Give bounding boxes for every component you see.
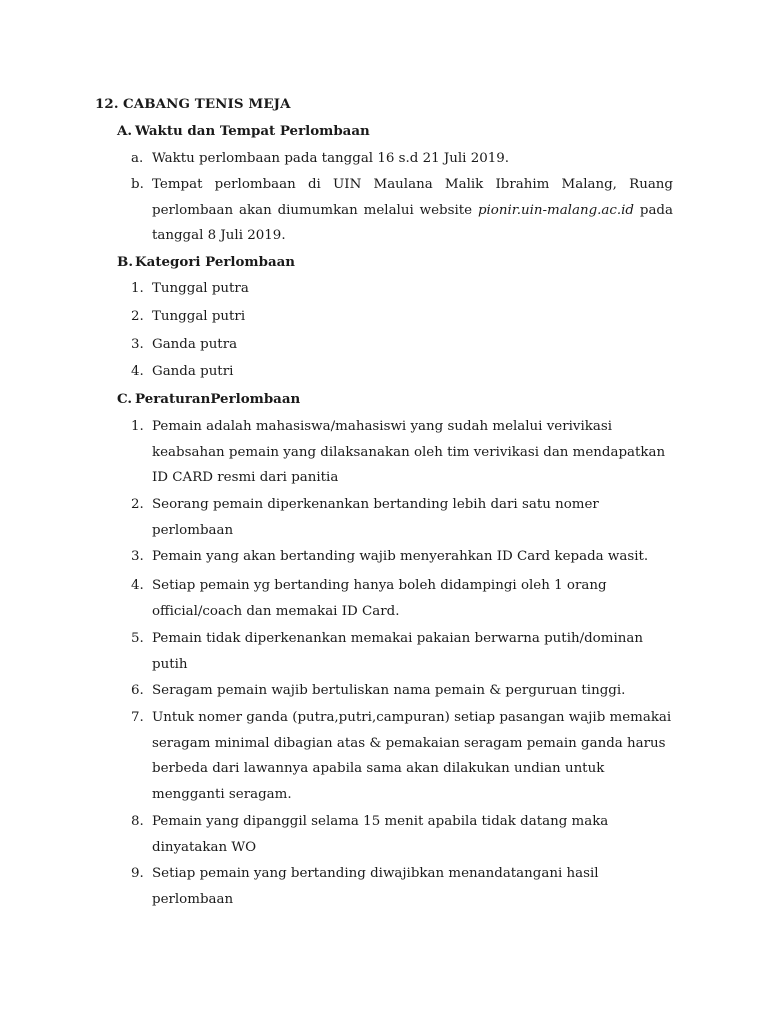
section-c-item-1 (131, 414, 673, 491)
text-line: Pemain adalah mahasiswa/mahasiswi yang sudah melalui verivikasi (152, 419, 612, 434)
text-line: berbeda dari lawannya apabila sama akan dilakukan undian untuk (152, 761, 605, 776)
list-marker: a. (131, 151, 144, 166)
list-marker: 7. (131, 710, 144, 725)
text-line: keabsahan pemain yang dilaksanakan oleh tim verivikasi dan mendapatkan (152, 444, 666, 460)
section-c-item-2 (131, 492, 673, 543)
section-a-letter: A. (117, 123, 133, 139)
list-item-text: Ganda putri (152, 364, 234, 379)
main-heading (95, 92, 291, 118)
section-b-heading (117, 250, 295, 276)
text-line: dinyatakan WO (152, 839, 257, 855)
list-item-text (152, 414, 673, 491)
heading-number: 12. (95, 96, 119, 112)
section-c-title: PeraturanPerlombaan (135, 391, 301, 407)
list-marker: 9. (131, 866, 144, 881)
section-c-item-8 (131, 809, 673, 860)
text-line: perlombaan (152, 522, 234, 538)
list-item-text (152, 678, 673, 704)
section-c-item-3 (131, 544, 673, 570)
section-b-item-1 (131, 276, 249, 302)
list-marker: 2. (131, 309, 144, 324)
website-link[interactable]: pionir.uin-malang.ac.id (477, 202, 634, 218)
list-marker: 2. (131, 497, 144, 512)
text-line: Pemain yang akan bertanding wajib menyerahkan ID Card kepada wasit. (152, 549, 649, 564)
text-line: Seragam pemain wajib bertuliskan nama pemain & perguruan tinggi. (152, 683, 626, 698)
section-a-item-a (131, 146, 673, 172)
list-item-text (152, 861, 673, 912)
list-marker: 3. (131, 549, 144, 564)
list-item-text: Tunggal putri (152, 309, 246, 324)
text-line: Setiap pemain yang bertanding diwajibkan menandatangani hasil (152, 866, 599, 881)
section-b-letter: B. (117, 254, 133, 270)
section-a-title: Waktu dan Tempat Perlombaan (135, 123, 370, 139)
list-item-text: Ganda putra (152, 337, 238, 352)
list-marker: 3. (131, 337, 144, 352)
heading-title: CABANG TENIS MEJA (123, 96, 291, 112)
list-item-text (152, 573, 673, 624)
list-marker: b. (131, 177, 144, 192)
list-marker: 5. (131, 631, 144, 646)
section-b-item-3 (131, 332, 237, 358)
text-line: official/coach dan memakai ID Card. (152, 603, 400, 619)
text-line: Setiap pemain yg bertanding hanya boleh didampingi oleh 1 orang (152, 578, 607, 593)
list-marker: 4. (131, 364, 144, 379)
list-marker: 8. (131, 814, 144, 829)
section-c-heading (117, 387, 300, 413)
text-line: Seorang pemain diperkenankan bertanding lebih dari satu nomer (152, 497, 599, 512)
list-item-text: Waktu perlombaan pada tanggal 16 s.d 21 Juli 2019. (152, 151, 510, 166)
text-line: perlombaan (152, 891, 234, 907)
list-marker: 4. (131, 578, 144, 593)
text-line: mengganti seragam. (152, 786, 292, 802)
list-item-text (152, 544, 673, 570)
list-item-text (152, 705, 673, 807)
section-a-item-b (131, 172, 673, 249)
list-item-text (152, 172, 673, 249)
list-item-text (152, 809, 673, 860)
text-after-link: pada tanggal 8 Juli 2019. (152, 202, 673, 243)
list-item-text: Tunggal putra (152, 281, 249, 296)
section-c-item-9 (131, 861, 673, 912)
text-line: seragam minimal dibagian atas & pemakaian seragam pemain ganda harus (152, 735, 666, 751)
list-marker: 1. (131, 419, 144, 434)
text-line: Pemain tidak diperkenankan memakai pakaian berwarna putih/dominan (152, 631, 643, 646)
text-line: putih (152, 656, 188, 672)
section-b-title: Kategori Perlombaan (135, 254, 296, 270)
text-line: Untuk nomer ganda (putra,putri,campuran) setiap pasangan wajib memakai (152, 710, 672, 725)
section-c-item-7 (131, 705, 673, 807)
section-c-item-6 (131, 678, 673, 704)
list-marker: 6. (131, 683, 144, 698)
text-line: Pemain yang dipanggil selama 15 menit apabila tidak datang maka (152, 814, 609, 829)
list-item-text (152, 626, 673, 677)
list-item-text (152, 492, 673, 543)
section-c-item-4 (131, 573, 673, 624)
section-b-item-2 (131, 304, 245, 330)
list-marker: 1. (131, 281, 144, 296)
section-a-heading (117, 119, 370, 145)
text-line: ID CARD resmi dari panitia (152, 470, 339, 485)
text-before-link: Tempat perlombaan di UIN Maulana Malik Ibrahim Malang, Ruang perlombaan akan diumumkan melalui website (152, 177, 673, 218)
section-c-letter: C. (117, 391, 133, 407)
section-c-item-5 (131, 626, 673, 677)
section-b-item-4 (131, 359, 233, 385)
